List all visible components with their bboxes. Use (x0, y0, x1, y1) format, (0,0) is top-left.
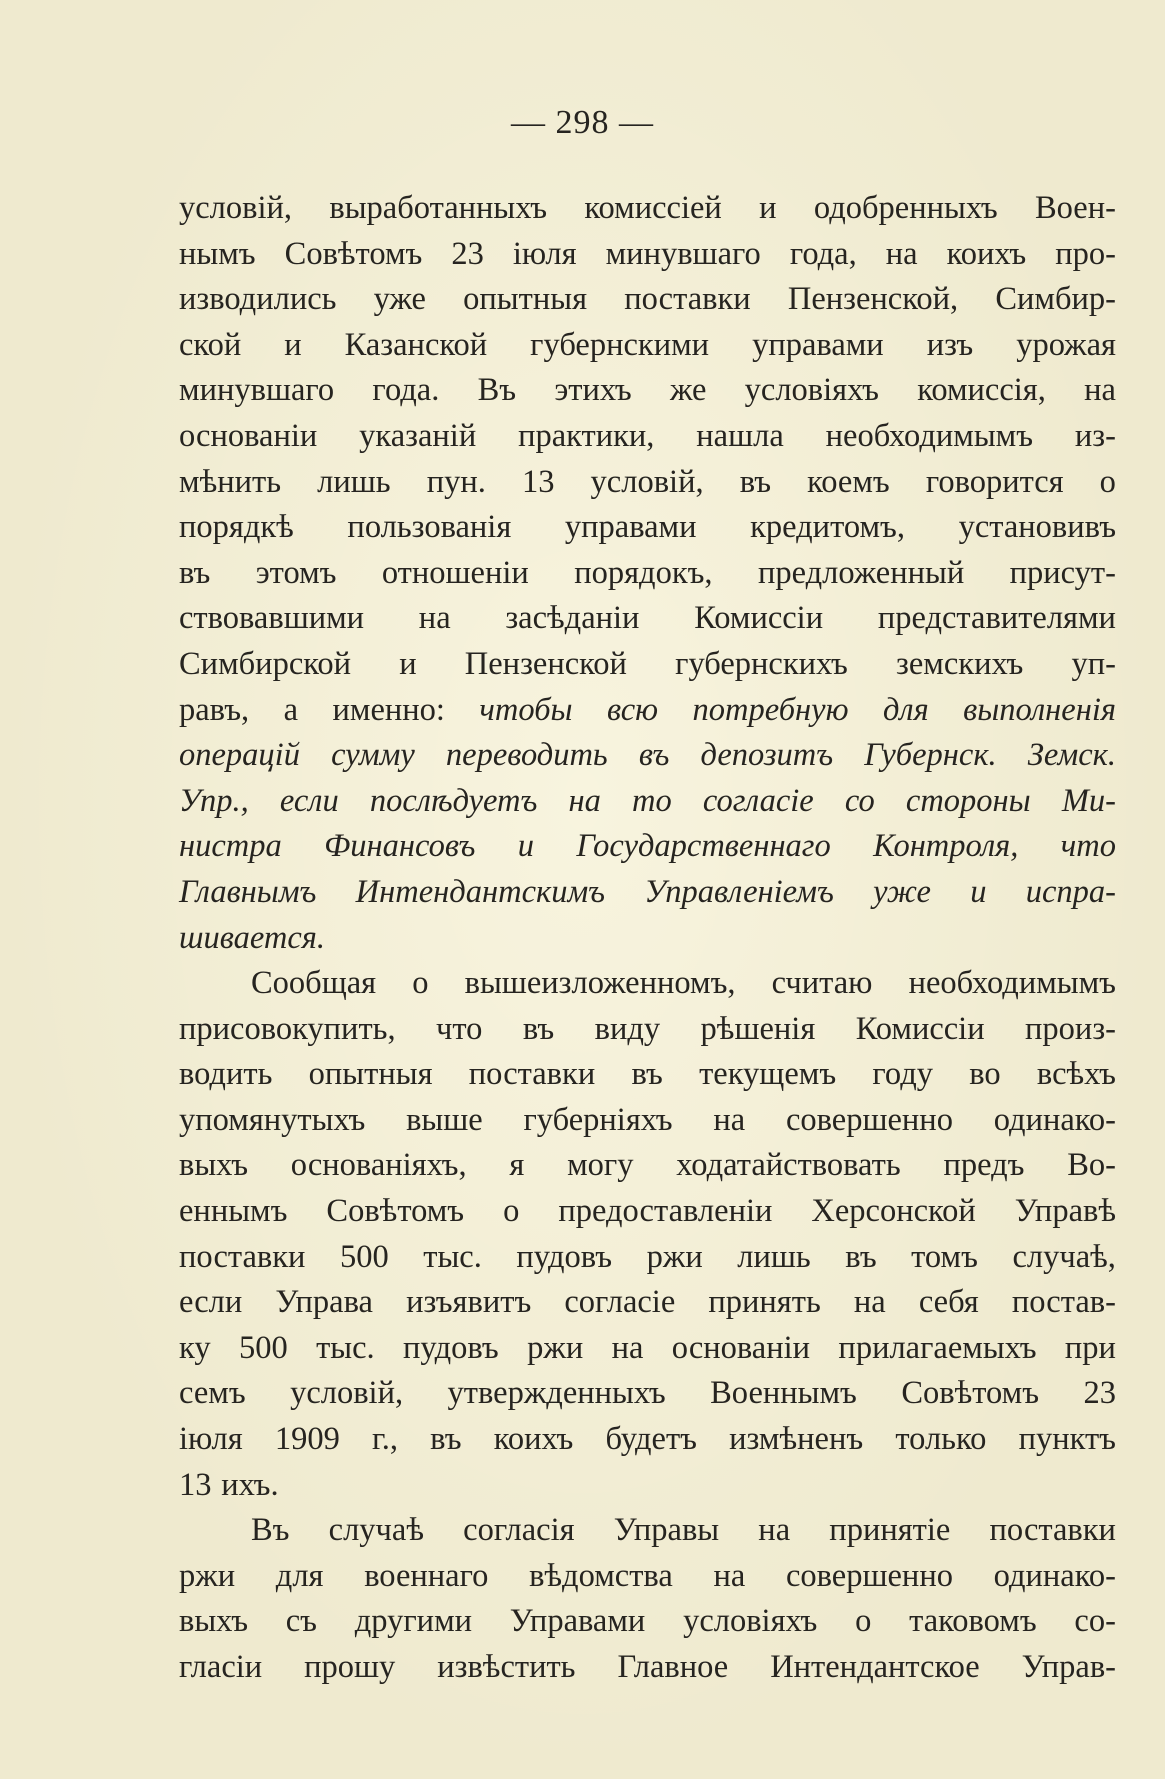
text-line (179, 277, 1116, 323)
word: Сообщая (251, 965, 377, 1002)
word: стороны (905, 782, 1031, 819)
word: согласіе (702, 782, 814, 819)
word: Финансовъ (324, 828, 476, 865)
text-line (179, 1599, 1116, 1645)
word: совершенно (785, 1557, 953, 1594)
word: и (399, 645, 417, 682)
word: то (632, 782, 672, 819)
word: постав- (1011, 1284, 1116, 1321)
text-line (179, 232, 1116, 278)
word: губерніяхъ (523, 1101, 673, 1138)
word: Управ- (1021, 1649, 1116, 1685)
word: нашла (696, 417, 784, 454)
word: Пензенской (464, 645, 627, 682)
text-line (179, 1554, 1116, 1600)
word: въ (631, 1056, 663, 1093)
word: нистра (179, 828, 282, 865)
word: одинако- (993, 1101, 1116, 1138)
word: Управы (613, 1512, 720, 1549)
word: въ (522, 1010, 555, 1047)
word: всю (607, 691, 659, 728)
text-line (179, 1645, 1116, 1691)
word: измѣненъ (729, 1421, 864, 1458)
word: для (882, 691, 929, 728)
word: если (279, 782, 339, 819)
word: шивается. (179, 919, 326, 956)
word: условій, (590, 463, 704, 500)
word: ржи (646, 1238, 703, 1275)
word: Совѣтомъ (326, 1193, 465, 1230)
word: на (853, 1284, 886, 1321)
word: необходимымъ (908, 965, 1116, 1002)
word: предъ (943, 1147, 1025, 1184)
word: въ (179, 554, 211, 591)
word: изводились (179, 281, 337, 318)
word: Ми- (1061, 782, 1116, 819)
text-line (179, 596, 1116, 642)
word: произ- (1025, 1010, 1116, 1047)
word: іюля (179, 1421, 243, 1458)
word: выработанныхъ (329, 190, 548, 226)
word: водить (179, 1056, 273, 1093)
word: семъ (179, 1375, 246, 1412)
word: на (418, 600, 451, 637)
word: минувшаго (605, 235, 761, 272)
word: операцій (179, 737, 300, 774)
word: чтобы (479, 691, 573, 728)
word: коихъ (493, 1421, 574, 1458)
word: только (895, 1421, 987, 1458)
word: Интендантскимъ (355, 873, 606, 910)
word: я (509, 1147, 525, 1184)
text-line (179, 733, 1116, 779)
word: Управа (275, 1284, 373, 1321)
word: года, (789, 235, 857, 272)
word: управами (564, 509, 697, 546)
word: Херсонской (811, 1193, 976, 1230)
word: ходатайствовать (676, 1147, 901, 1184)
word: вѣдомства (529, 1557, 673, 1594)
word: условій, (290, 1375, 404, 1412)
word: отношеніи (381, 554, 529, 591)
word: согласія (463, 1512, 575, 1549)
word: Государственнаго (576, 828, 831, 865)
word: Совѣтомъ (901, 1375, 1040, 1412)
word: и (284, 326, 302, 363)
word: одобренныхъ (813, 190, 998, 226)
word: предоставленіи (558, 1193, 773, 1230)
word: въ (430, 1421, 462, 1458)
word: на (611, 1329, 644, 1366)
text-line (179, 688, 1116, 734)
text-line (179, 870, 1116, 916)
word: ржи (527, 1329, 584, 1366)
word: ку (179, 1329, 211, 1366)
word: губернскими (530, 326, 710, 363)
word: указаній (359, 417, 477, 454)
word: Военнымъ (710, 1375, 857, 1412)
word: комиссія, (917, 372, 1046, 409)
word: упомянутыхъ (179, 1101, 366, 1138)
word: поставки (468, 1056, 596, 1093)
word: при (1064, 1329, 1116, 1366)
word: опытныя (463, 281, 588, 318)
word: тыс. (316, 1329, 375, 1366)
page-number: — 298 — (511, 104, 654, 141)
word: Пензенской, (787, 281, 959, 318)
word: Упр., (179, 782, 249, 819)
text-line (179, 323, 1116, 369)
word: на (713, 1101, 746, 1138)
word: пунктъ (1018, 1421, 1116, 1458)
word: согласіе (564, 1284, 676, 1321)
word: утвержденныхъ (447, 1375, 666, 1412)
word: опытныя (308, 1056, 433, 1093)
word: коихъ (946, 235, 1027, 272)
text-line (179, 1371, 1116, 1417)
word: съ (285, 1603, 317, 1640)
text-line (179, 1417, 1116, 1463)
word: во (969, 1056, 1001, 1093)
word: этихъ (554, 372, 632, 409)
word: коемъ (807, 463, 890, 500)
word: ихъ. (221, 1466, 279, 1503)
word: из- (1074, 417, 1116, 454)
word: основаніи (179, 417, 318, 454)
text-line (179, 916, 1116, 962)
word: со (844, 782, 875, 819)
text-line (179, 186, 1116, 232)
word: года. (372, 372, 440, 409)
word: изъявитъ (406, 1284, 532, 1321)
word: поставки (989, 1512, 1116, 1549)
word: выше (406, 1101, 483, 1138)
word: 13 (521, 463, 555, 500)
word: и (970, 873, 987, 910)
word: выхъ (179, 1147, 248, 1184)
word: Главнымъ (179, 873, 317, 910)
text-line (179, 1235, 1116, 1281)
word: условій, (179, 190, 293, 226)
word: извѣстить (437, 1649, 576, 1685)
word: Комиссіи (855, 1010, 985, 1047)
word: изъ (926, 326, 974, 363)
word: таковомъ (909, 1603, 1037, 1640)
word: переводить (445, 737, 608, 774)
word: условіяхъ (744, 372, 879, 409)
word: Управленіемъ (644, 873, 834, 910)
word: уже (873, 873, 931, 910)
word: томъ (911, 1238, 978, 1275)
word: тыс. (423, 1238, 482, 1275)
word: Комиссіи (694, 600, 824, 637)
word: выхъ (179, 1603, 248, 1640)
word: въ (739, 463, 772, 500)
word: могу (567, 1147, 634, 1184)
text-line (179, 1189, 1116, 1235)
word: будетъ (605, 1421, 697, 1458)
word: прилагаемыхъ (838, 1329, 1037, 1366)
word: пун. (426, 463, 486, 500)
word: депозитъ (700, 737, 834, 774)
word: г., (372, 1421, 398, 1458)
text-line (179, 824, 1116, 870)
word: земскихъ (896, 645, 1024, 682)
word: въ (638, 737, 670, 774)
word: и (759, 190, 777, 226)
word: порядокъ, (574, 554, 713, 591)
word: 500 (238, 1329, 288, 1366)
word: ствовавшими (179, 600, 365, 637)
word: на (713, 1557, 746, 1594)
word: представителями (877, 600, 1116, 637)
word: Контроля, (873, 828, 1019, 865)
word: урожая (1016, 326, 1116, 363)
word: управами (752, 326, 884, 363)
text-line (179, 551, 1116, 597)
word: Симбир- (995, 281, 1116, 318)
word: основаніяхъ, (290, 1147, 467, 1184)
word: присут- (1009, 554, 1116, 591)
text-line (179, 460, 1116, 506)
word: комиссіей (584, 190, 722, 226)
word: поставки (179, 1238, 306, 1275)
word: 13 (179, 1466, 212, 1503)
word: Казанской (344, 326, 488, 363)
word: Совѣтомъ (284, 235, 423, 272)
word: виду (594, 1010, 661, 1047)
word: Главное (617, 1649, 729, 1685)
word: году (872, 1056, 934, 1093)
word: о (1099, 463, 1116, 500)
text-line (179, 779, 1116, 825)
word: ржи (179, 1557, 236, 1594)
word: прошу (304, 1649, 396, 1685)
word: пользованія (347, 509, 512, 546)
word: Въ (477, 372, 517, 409)
word: если (179, 1284, 243, 1321)
word: со- (1074, 1603, 1116, 1640)
text-line (179, 1052, 1116, 1098)
word: пудовъ (403, 1329, 499, 1366)
word: о (855, 1603, 872, 1640)
text-line (179, 1463, 1116, 1509)
word: что (1060, 828, 1116, 865)
word: Губернск. (864, 737, 997, 774)
word: другими (354, 1603, 473, 1640)
word: іюля (512, 235, 577, 272)
word: пудовъ (516, 1238, 613, 1275)
word: именно: (332, 691, 445, 728)
word: мѣнить (179, 463, 282, 500)
word: 23 (451, 235, 484, 272)
word: Интендантское (770, 1649, 980, 1685)
word: 23 (1083, 1375, 1116, 1412)
word: необходимымъ (825, 417, 1034, 454)
word: основаніи (671, 1329, 811, 1366)
word: Управами (509, 1603, 646, 1640)
body-text (179, 186, 1116, 1691)
text-line (179, 1508, 1116, 1554)
word: о (412, 965, 429, 1002)
word: что (436, 1010, 483, 1047)
word: Управѣ (1014, 1193, 1116, 1230)
word: о (503, 1193, 520, 1230)
word: на (1084, 372, 1116, 409)
word: кредитомъ, (750, 509, 905, 546)
word: выполненія (963, 691, 1116, 728)
word: Въ (251, 1512, 290, 1549)
text-line (179, 1098, 1116, 1144)
word: равъ, (179, 691, 250, 728)
text-line (179, 368, 1116, 414)
word: засѣданіи (505, 600, 640, 637)
word: испра- (1025, 873, 1116, 910)
word: минувшаго (179, 372, 335, 409)
word: на (885, 235, 918, 272)
word: а (283, 691, 299, 728)
word: Симбирской (179, 645, 352, 682)
text-line (179, 1280, 1116, 1326)
word: принятіе (829, 1512, 951, 1549)
word: вышеизложенномъ, (464, 965, 736, 1002)
word: военнаго (364, 1557, 489, 1594)
word: рѣшенія (700, 1010, 816, 1047)
word: уже (373, 281, 426, 318)
word: случаѣ (328, 1512, 424, 1549)
text-line (179, 1326, 1116, 1372)
word: установивъ (958, 509, 1116, 546)
word: одинако- (993, 1557, 1116, 1594)
word: предложенный (757, 554, 965, 591)
word: поставки (624, 281, 751, 318)
word: принять (708, 1284, 821, 1321)
word: Земск. (1027, 737, 1116, 774)
text-line (179, 1007, 1116, 1053)
word: совершенно (785, 1101, 953, 1138)
word: условіяхъ (683, 1603, 818, 1640)
word: Во- (1067, 1147, 1116, 1184)
word: случаѣ, (1012, 1238, 1116, 1275)
word: лишь (317, 463, 391, 500)
word: себя (918, 1284, 979, 1321)
word: про- (1055, 235, 1116, 272)
word: говорится (925, 463, 1064, 500)
word: порядкѣ (179, 509, 294, 546)
word: и (517, 828, 535, 865)
word: губернскихъ (675, 645, 848, 682)
text-line (179, 414, 1116, 460)
word: нымъ (179, 235, 256, 272)
text-line (179, 642, 1116, 688)
word: лишь (737, 1238, 811, 1275)
word: присовокупить, (179, 1010, 396, 1047)
word: 1909 (274, 1421, 340, 1458)
word: на (758, 1512, 791, 1549)
word: на (568, 782, 601, 819)
word: въ (845, 1238, 877, 1275)
word: 500 (339, 1238, 389, 1275)
word: для (275, 1557, 324, 1594)
word: же (669, 372, 707, 409)
word: гласіи (179, 1649, 263, 1685)
word: этомъ (255, 554, 337, 591)
word: ской (179, 326, 242, 363)
text-line (179, 505, 1116, 551)
word: текущемъ (699, 1056, 837, 1093)
word: послѣдуетъ (369, 782, 538, 819)
word: практики, (518, 417, 655, 454)
word: потребную (692, 691, 849, 728)
word: уп- (1071, 645, 1116, 682)
text-line (179, 1143, 1116, 1189)
word: Воен- (1034, 190, 1116, 226)
word: еннымъ (179, 1193, 288, 1230)
word: считаю (771, 965, 873, 1002)
word: всѣхъ (1036, 1056, 1116, 1093)
word: сумму (331, 737, 415, 774)
text-line (179, 961, 1116, 1007)
